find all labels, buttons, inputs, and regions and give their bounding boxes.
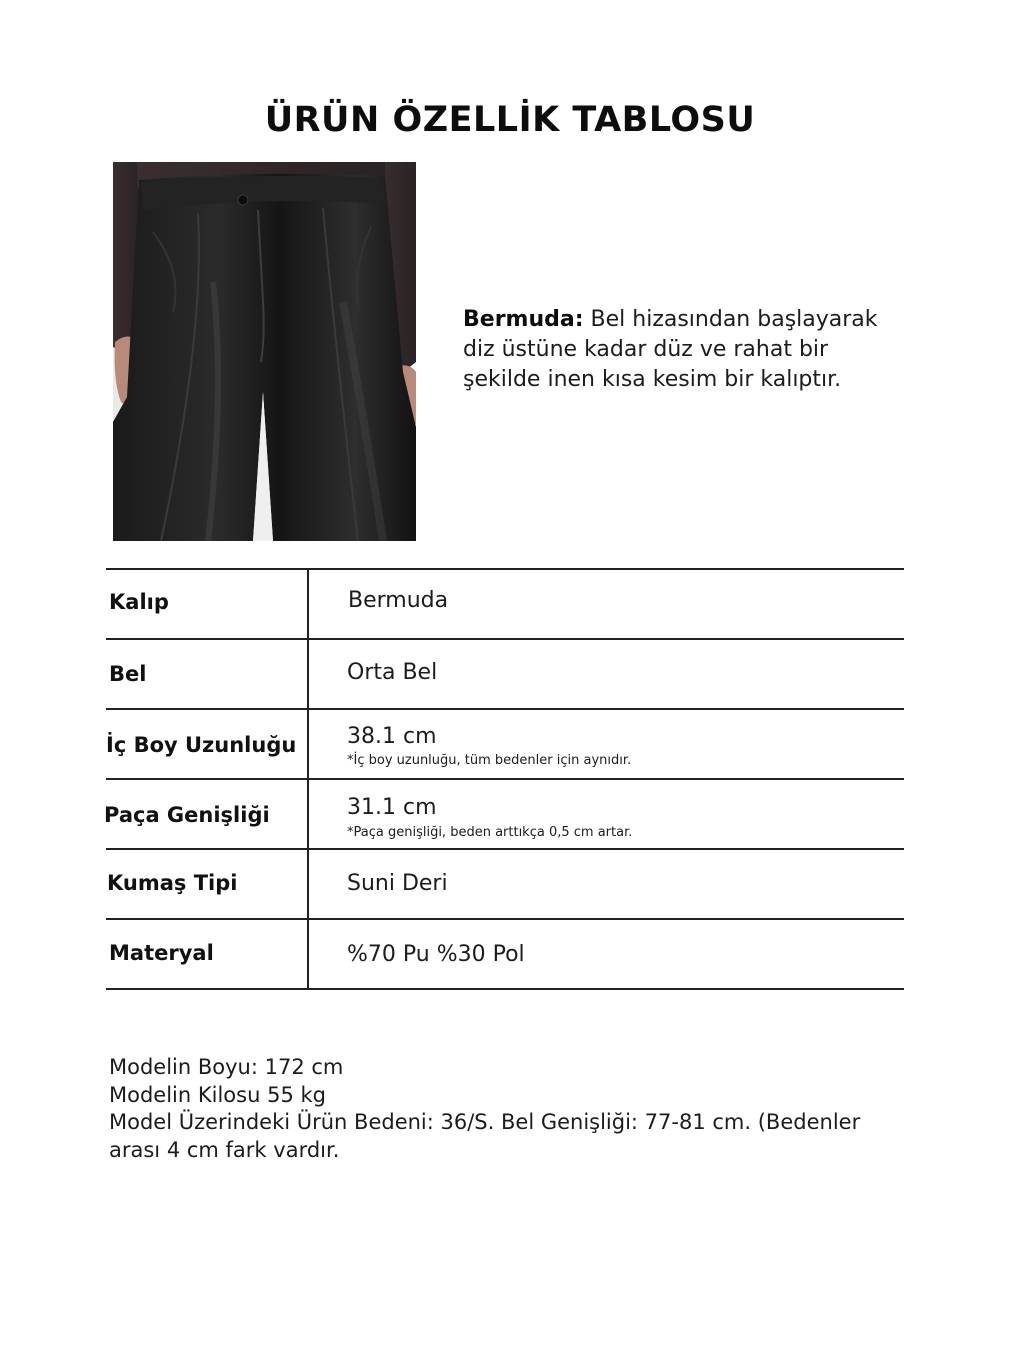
model-info	[109, 1054, 909, 1164]
table-divider	[106, 568, 904, 570]
spec-value-ic-boy: 38.1 cm	[347, 724, 437, 749]
table-divider	[106, 918, 904, 920]
spec-note-ic-boy: *İç boy uzunluğu, tüm bedenler için aynıdır.	[347, 753, 632, 768]
spec-value-bel: Orta Bel	[347, 660, 438, 685]
model-size-info: Model Üzerindeki Ürün Bedeni: 36/S. Bel Genişliği: 77-81 cm. (Bedenler arası 4 cm fark vardır.	[109, 1110, 861, 1162]
spec-label-bel: Bel	[109, 662, 147, 686]
product-photo-illustration	[113, 162, 416, 541]
model-weight: Modelin Kilosu 55 kg	[109, 1082, 326, 1107]
spec-value-kalip: Bermuda	[348, 588, 449, 613]
spec-label-materyal: Materyal	[109, 941, 214, 965]
spec-value-kumas: Suni Deri	[347, 871, 448, 896]
table-divider	[106, 988, 904, 990]
spec-label-kalip: Kalıp	[109, 590, 169, 614]
table-column-divider	[307, 568, 309, 990]
spec-label-ic-boy: İç Boy Uzunluğu	[106, 733, 297, 757]
model-height: Modelin Boyu: 172 cm	[109, 1055, 344, 1079]
fit-description-text: Bel hizasından başlayarak diz üstüne kadar düz ve rahat bir şekilde inen kısa kesim bir kalıptır.	[463, 307, 878, 392]
product-photo	[113, 162, 416, 541]
spec-label-paca: Paça Genişliği	[104, 803, 270, 827]
table-divider	[106, 638, 904, 640]
table-divider	[106, 708, 904, 710]
spec-value-materyal: %70 Pu %30 Pol	[347, 942, 525, 967]
fit-description-term: Bermuda:	[463, 307, 584, 332]
spec-value-paca: 31.1 cm	[347, 795, 437, 820]
table-divider	[106, 778, 904, 780]
page-title: ÜRÜN ÖZELLİK TABLOSU	[264, 100, 756, 140]
spec-note-paca: *Paça genişliği, beden arttıkça 0,5 cm artar.	[347, 825, 633, 840]
fit-description	[463, 305, 903, 395]
spec-label-kumas: Kumaş Tipi	[107, 871, 238, 895]
table-divider	[106, 848, 904, 850]
